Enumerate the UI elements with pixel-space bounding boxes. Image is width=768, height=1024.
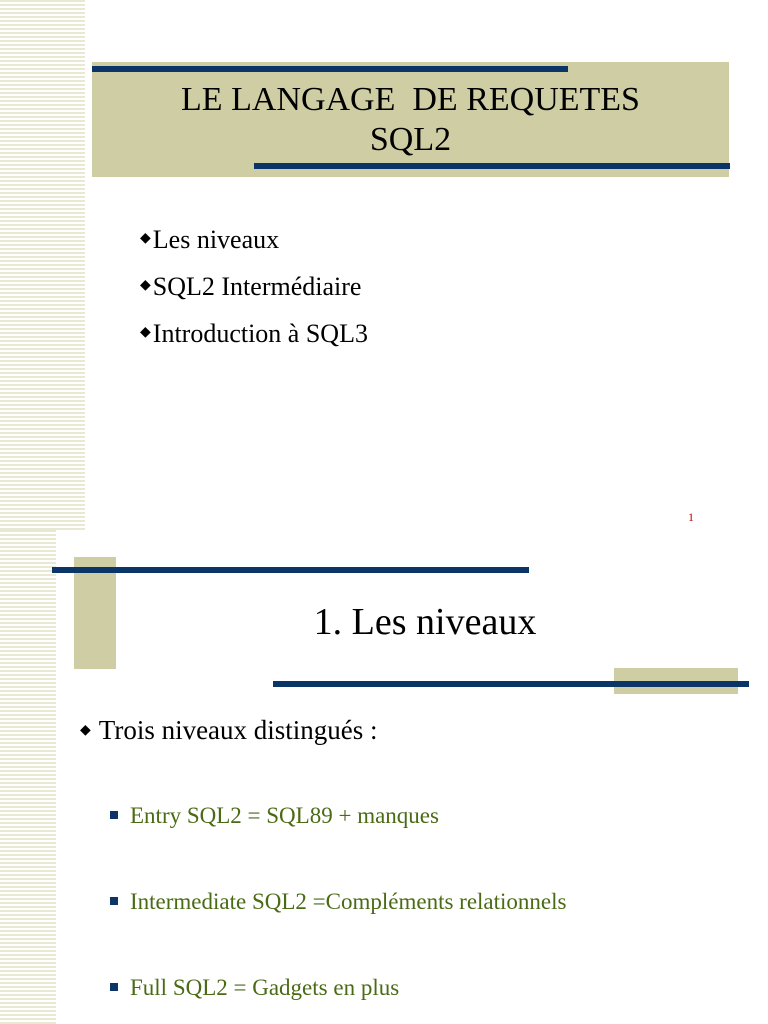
slide-2-main-bullet-text: Trois niveaux distingués : <box>98 715 378 745</box>
slide-1-bullet-item <box>140 310 368 357</box>
slide-1-title-line-1: LE LANGAGE DE REQUETES <box>181 81 640 118</box>
slide-2-sub-bullet-text: Entry SQL2 = SQL89 + manques <box>130 803 439 828</box>
slide-2-title: 1. Les niveaux <box>313 601 537 643</box>
slide-1-bullet-item <box>140 216 368 263</box>
square-bullet-icon <box>110 811 118 819</box>
slide-1-bullet-list <box>140 216 368 357</box>
square-bullet-icon <box>110 897 118 905</box>
slide-2-sub-bullet-item <box>110 884 566 970</box>
tan-block-left-decoration <box>74 557 116 669</box>
slide-1-bullet-text: Introduction à SQL3 <box>152 319 368 348</box>
diamond-bullet-icon: ◆ <box>140 278 151 293</box>
diamond-bullet-icon: ◆ <box>140 231 151 246</box>
slide-1-title-line-2: SQL2 <box>369 121 452 158</box>
title-bar-top-decoration <box>52 567 529 573</box>
slide-2-sub-bullet-item <box>110 970 566 1024</box>
slide-1-bullet-item <box>140 263 368 310</box>
slide-1-bullet-text: Les niveaux <box>152 225 280 254</box>
title-bar-bottom-decoration <box>254 163 730 169</box>
diamond-bullet-icon: ◆ <box>140 325 151 340</box>
slide-2-sub-bullet-list <box>110 798 566 1024</box>
slide-2-sub-bullet-item <box>110 798 566 884</box>
slide-1-title <box>92 80 729 160</box>
title-bar-bottom-decoration <box>273 681 749 687</box>
title-bar-top-decoration <box>92 66 568 72</box>
striped-margin-decoration <box>0 530 56 1024</box>
square-bullet-icon <box>110 983 118 991</box>
slide-2-main-bullet <box>80 710 378 751</box>
slide-2-sub-bullet-text: Full SQL2 = Gadgets en plus <box>130 975 400 1000</box>
page-number: 1 <box>688 510 694 524</box>
diamond-bullet-icon: ◆ <box>80 723 91 738</box>
slide-2-sub-bullet-text: Intermediate SQL2 =Compléments relationnels <box>130 889 567 914</box>
striped-margin-decoration <box>0 0 85 530</box>
slide-2 <box>0 530 768 1024</box>
slide-1-bullet-text: SQL2 Intermédiaire <box>152 272 362 301</box>
